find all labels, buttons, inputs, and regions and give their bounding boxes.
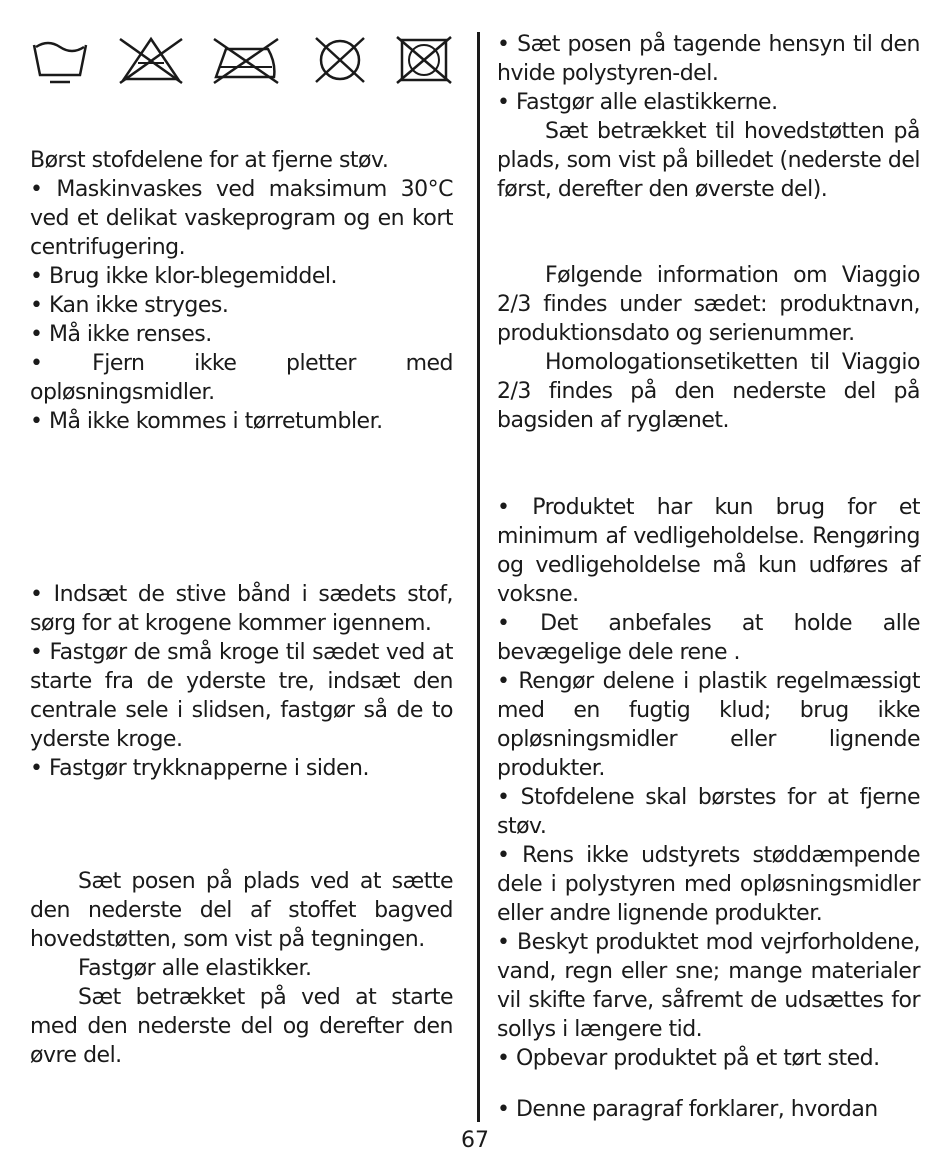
assembly-line: • Fastgør de små kroge til sædet ved at starte fra de yderste tre, indsæt den centrale sele i slidsen, fastgør så de to yderste kroge. xyxy=(30,640,453,752)
bag-instructions-continued xyxy=(497,30,920,204)
care-line: • Maskinvaskes ved maksimum 30°C ved et delikat vaskeprogram og en kort centrifugering. xyxy=(30,177,453,260)
care-instructions xyxy=(30,146,453,436)
bag-instructions xyxy=(30,867,453,1070)
wash-30-delicate-icon xyxy=(30,35,90,85)
care-line: • Fjern ikke pletter med opløsningsmidler. xyxy=(30,351,453,405)
maintenance-line: • Det anbefales at holde alle bevægelige dele rene . xyxy=(497,611,920,665)
column-divider xyxy=(477,32,480,1122)
no-tumble-dry-icon xyxy=(394,35,454,85)
info-line: Følgende information om Viaggio 2/3 findes under sædet: produktnavn, produktionsdato og serienummer. xyxy=(497,263,920,346)
care-line: • Må ikke kommes i tørretumbler. xyxy=(30,409,383,434)
care-line: • Må ikke renses. xyxy=(30,322,212,347)
maintenance-line: • Rens ikke udstyrets støddæmpende dele i polystyren med opløsningsmidler eller andre lignende produkter. xyxy=(497,843,920,926)
no-dry-clean-icon xyxy=(310,35,370,85)
assembly-line: • Indsæt de stive bånd i sædets stof, sørg for at krogene kommer igennem. xyxy=(30,582,453,636)
maintenance-line: • Produktet har kun brug for et minimum af vedligeholdelse. Rengøring og vedligeholdelse må kun udføres af voksne. xyxy=(497,495,920,607)
care-line: • Brug ikke klor-blegemiddel. xyxy=(30,264,337,289)
last-line: • Denne paragraf forklarer, hvordan xyxy=(497,1097,878,1122)
assembly-line: • Fastgør trykknapperne i siden. xyxy=(30,756,369,781)
bag-line: Sæt posen på plads ved at sætte den nederste del af stoffet bagved hovedstøtten, som vist på tegningen. xyxy=(30,869,453,952)
next-section-start xyxy=(497,1095,920,1124)
assembly-instructions xyxy=(30,580,453,783)
maintenance-line: • Rengør delene i plastik regelmæssigt med en fugtig klud; brug ikke opløsningsmidler eller lignende produkter. xyxy=(497,669,920,781)
no-iron-icon xyxy=(210,35,282,85)
bag-line: Sæt betrækket på ved at starte med den nederste del og derefter den øvre del. xyxy=(30,985,453,1068)
page-number: 67 xyxy=(461,1128,489,1153)
maintenance-line: • Stofdelene skal børstes for at fjerne støv. xyxy=(497,785,920,839)
care-symbols xyxy=(30,35,460,85)
bag-line: Sæt betrækket til hovedstøtten på plads, som vist på billedet (nederste del først, derefter den øverste del). xyxy=(497,119,920,202)
no-bleach-icon xyxy=(118,35,184,85)
info-line: Homologationsetiketten til Viaggio 2/3 findes på den nederste del på bagsiden af ryglænet. xyxy=(497,350,920,433)
product-info xyxy=(497,261,920,435)
bag-line: Fastgør alle elastikker. xyxy=(78,956,312,981)
maintenance-line: • Opbevar produktet på et tørt sted. xyxy=(497,1046,880,1071)
maintenance-instructions xyxy=(497,493,920,1073)
care-line: Børst stofdelene for at fjerne støv. xyxy=(30,148,389,173)
maintenance-line: • Beskyt produktet mod vejrforholdene, vand, regn eller sne; mange materialer vil skifte farve, såfremt de udsættes for sollys i længere tid. xyxy=(497,930,920,1042)
bag-line: • Sæt posen på tagende hensyn til den hvide polystyren-del. xyxy=(497,32,920,86)
bag-line: • Fastgør alle elastikkerne. xyxy=(497,90,778,115)
care-line: • Kan ikke stryges. xyxy=(30,293,229,318)
